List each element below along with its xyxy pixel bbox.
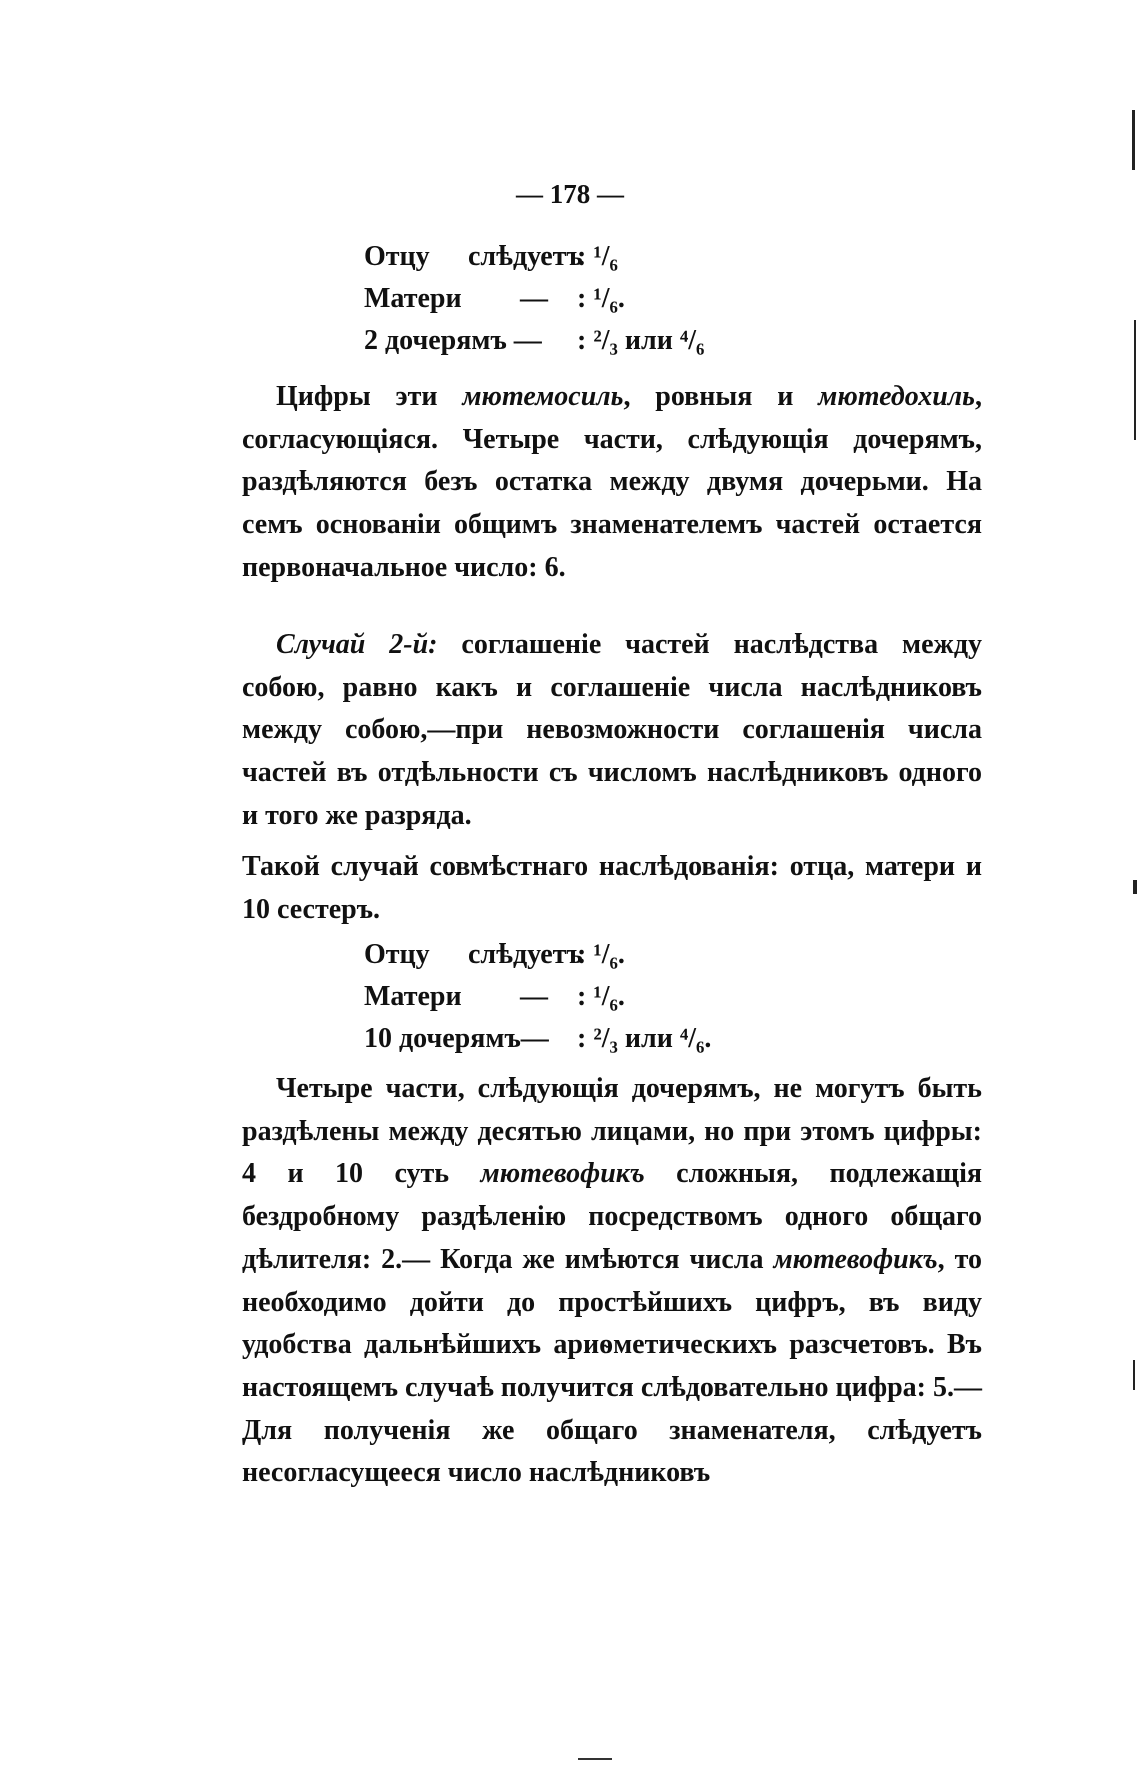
text-run: сложныя, подлежащія бездробному раздѣленію посредствомъ одного общаго дѣлителя: 2.— Когда же имѣются числа [242,1158,982,1275]
text-run: , то необходимо дойти до простѣйшихъ цифръ, въ виду удобства дальнѣйшихъ ариѳметическихъ разсчетовъ. Въ настоящемъ случаѣ получится слѣдовательно цифра: 5.—Для полученія же общаго знаменателя, слѣдуетъ несогласущееся число наслѣдниковъ [242,1243,982,1489]
share-verb: — [520,981,548,1012]
term-italic: мютевофикъ [773,1243,938,1275]
scan-edge-mark [1134,320,1136,440]
share-fraction: : ²/₃ или ⁴/₆ [577,325,705,356]
term-italic: мютевофикъ [480,1158,645,1190]
share-fraction: : ¹/₆. [577,283,625,314]
heir-name: 2 дочерямъ — [364,325,542,356]
text-run: , согласующіяся. Четыре части, слѣдующія дочерямъ, раздѣляются безъ остатка между двумя дочерьми. На семъ основаніи общимъ знаменателемъ частей остается первоначальное число: 6. [242,381,982,583]
share-fraction: : ¹/₆ [577,241,618,272]
heir-name: Отцу [364,939,430,970]
heir-name: 10 дочерямъ— [364,1023,549,1054]
share-verb: — [520,283,548,314]
paragraph-3: Такой случай совмѣстнаго наслѣдованія: отца, матери и 10 сестеръ. [242,851,982,925]
text-run: Четыре части, слѣдующія дочерямъ, не могутъ быть раздѣлены между десятью лицами, но при этомъ цифры: 4 и 10 суть [242,1073,982,1190]
case-heading: Случай 2-й: [276,629,438,660]
heir-name: Матери [364,981,462,1012]
term-italic: мютемосиль [462,381,624,412]
text-run: , ровныя и [623,381,819,412]
bottom-rule [578,1758,612,1760]
text-run: Цифры эти [276,381,463,412]
share-verb: слѣдуетъ [468,939,583,970]
share-fraction: : ²/₃ или ⁴/₆. [577,1023,712,1054]
term-italic: мютедохиль [818,381,975,412]
page-number: — 178 — [516,179,624,209]
paragraph-4 [242,1068,982,1495]
share-verb: слѣдуетъ [468,241,583,272]
scan-edge-mark [1132,110,1135,170]
paragraph-2 [242,624,982,838]
share-fraction: : ¹/₆. [577,981,625,1012]
heir-name: Матери [364,283,462,314]
share-fraction: : ¹/₆. [577,939,625,970]
paragraph-1 [242,376,982,590]
scan-edge-mark [1133,880,1137,894]
heir-name: Отцу [364,241,430,272]
scan-edge-mark [1133,1360,1135,1390]
text-run: соглашеніе частей наслѣдства между собою, равно какъ и соглашеніе числа наслѣдниковъ между собою,—при невозможности соглашенія числа частей въ отдѣльности съ числомъ наслѣдниковъ одного и того же разряда. [242,629,982,831]
